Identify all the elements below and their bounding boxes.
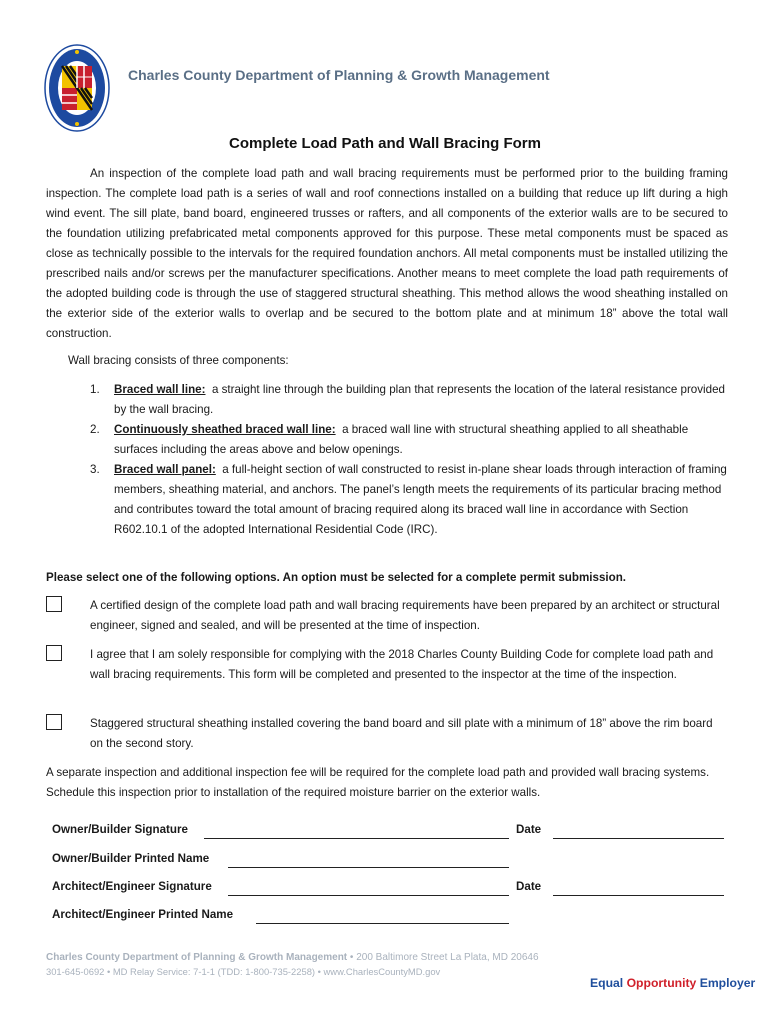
inspection-note: A separate inspection and additional inspection fee will be required for the complete load path and provided wall bracing systems. Schedule this inspection prior to installation of the required moisture barrier on the exterior walls. <box>46 766 710 799</box>
option-2-text: I agree that I am solely responsible for complying with the 2018 Charles County Building Code for complete load path and wall bracing requirements. This form will be completed and presented to the inspector at the time of the inspection. <box>90 648 714 681</box>
form-title: Complete Load Path and Wall Bracing Form <box>229 135 541 152</box>
department-header: Charles County Department of Planning & Growth Management <box>128 67 550 83</box>
component-number: 1. <box>90 383 100 396</box>
component-number: 2. <box>90 423 100 436</box>
architect-signature-field[interactable] <box>228 881 509 896</box>
owner-signature-label: Owner/Builder Signature <box>52 823 188 836</box>
architect-printed-label: Architect/Engineer Printed Name <box>52 908 234 921</box>
intro-text: An inspection of the complete load path and wall bracing requirements must be performed prior to the building framing inspection. The complete load path is a series of wall and roof connections installed on a building that reduce up lift during a high wind event. The sill plate, band board, engineered trusses or rafters, and all components of the exterior walls are to be secured to the foundation utilizing prefabricated metal components approved for this purpose. These metal components must be spaced as close as technically possible to the intervals for the required foundation anchors. All metal components must be installed utilizing the prescribed nails and/or screws per the manufacturer specifications. Another means to meet complete the load path requirements of the adopted building code is through the use of staggered structural sheathing. This method allows the wood sheathing installed on the exterior side of the exterior walls to overlap and be secured to the bottom plate and at minimum 18” above the total wall construction. <box>46 167 728 340</box>
component-term: Continuously sheathed braced wall line: <box>114 423 336 436</box>
option-1-checkbox[interactable] <box>46 596 62 612</box>
owner-date-label: Date <box>516 823 542 836</box>
component-number: 3. <box>90 463 100 476</box>
intro-paragraph <box>46 164 728 344</box>
eoe-word-3: Employer <box>699 976 756 990</box>
component-term: Braced wall line: <box>114 383 206 396</box>
components-list <box>90 380 730 540</box>
option-1-text: A certified design of the complete load path and wall bracing requirements have been prepared by an architect or structural engineer, signed and sealed, and will be presented at the time of inspection. <box>90 599 720 632</box>
component-item <box>90 420 730 460</box>
select-prompt: Please select one of the following options. An option must be selected for a complete permit submission. <box>46 571 626 584</box>
eoe-word-2: Opportunity <box>626 976 697 990</box>
eoe-word-1: Equal <box>590 976 624 990</box>
footer-contact: 301-645-0692 • MD Relay Service: 7-1-1 (TDD: 1-800-735-2258) • www.CharlesCountyMD.gov <box>46 966 441 977</box>
footer-address: • 200 Baltimore Street La Plata, MD 20646 <box>347 952 539 963</box>
wall-bracing-intro: Wall bracing consists of three components: <box>68 354 289 367</box>
owner-date-field[interactable] <box>553 824 724 839</box>
footer-dept-name: Charles County Department of Planning & Growth Management <box>46 952 348 963</box>
component-item <box>90 460 730 540</box>
option-2-checkbox[interactable] <box>46 645 62 661</box>
component-text: a braced wall line with structural sheathing applied to all sheathable surfaces including the areas above and below openings. <box>114 423 689 456</box>
architect-signature-label: Architect/Engineer Signature <box>52 880 212 893</box>
architect-date-label: Date <box>516 880 542 893</box>
equal-opportunity-employer <box>590 976 755 990</box>
architect-date-field[interactable] <box>553 881 724 896</box>
component-item <box>90 380 730 420</box>
option-3-text: Staggered structural sheathing installed covering the band board and sill plate with a minimum of 18” above the rim board on the second story. <box>90 717 713 750</box>
county-seal-icon <box>44 44 110 132</box>
option-3-checkbox[interactable] <box>46 714 62 730</box>
owner-printed-label: Owner/Builder Printed Name <box>52 852 210 865</box>
owner-signature-field[interactable] <box>204 824 509 839</box>
component-term: Braced wall panel: <box>114 463 216 476</box>
component-text: a full-height section of wall constructed to resist in-plane shear loads through interaction of framing members, sheathing material, and anchors. The panel’s length meets the requirements of its particular bracing method and contributes toward the total amount of bracing required along its braced wall line in accordance with Section R602.10.1 of the adopted International Residential Code (IRC). <box>114 463 727 536</box>
architect-printed-field[interactable] <box>256 909 509 924</box>
owner-printed-field[interactable] <box>228 853 509 868</box>
footer-department <box>46 952 539 963</box>
component-text: a straight line through the building plan that represents the location of the lateral resistance provided by the wall bracing. <box>114 383 725 416</box>
